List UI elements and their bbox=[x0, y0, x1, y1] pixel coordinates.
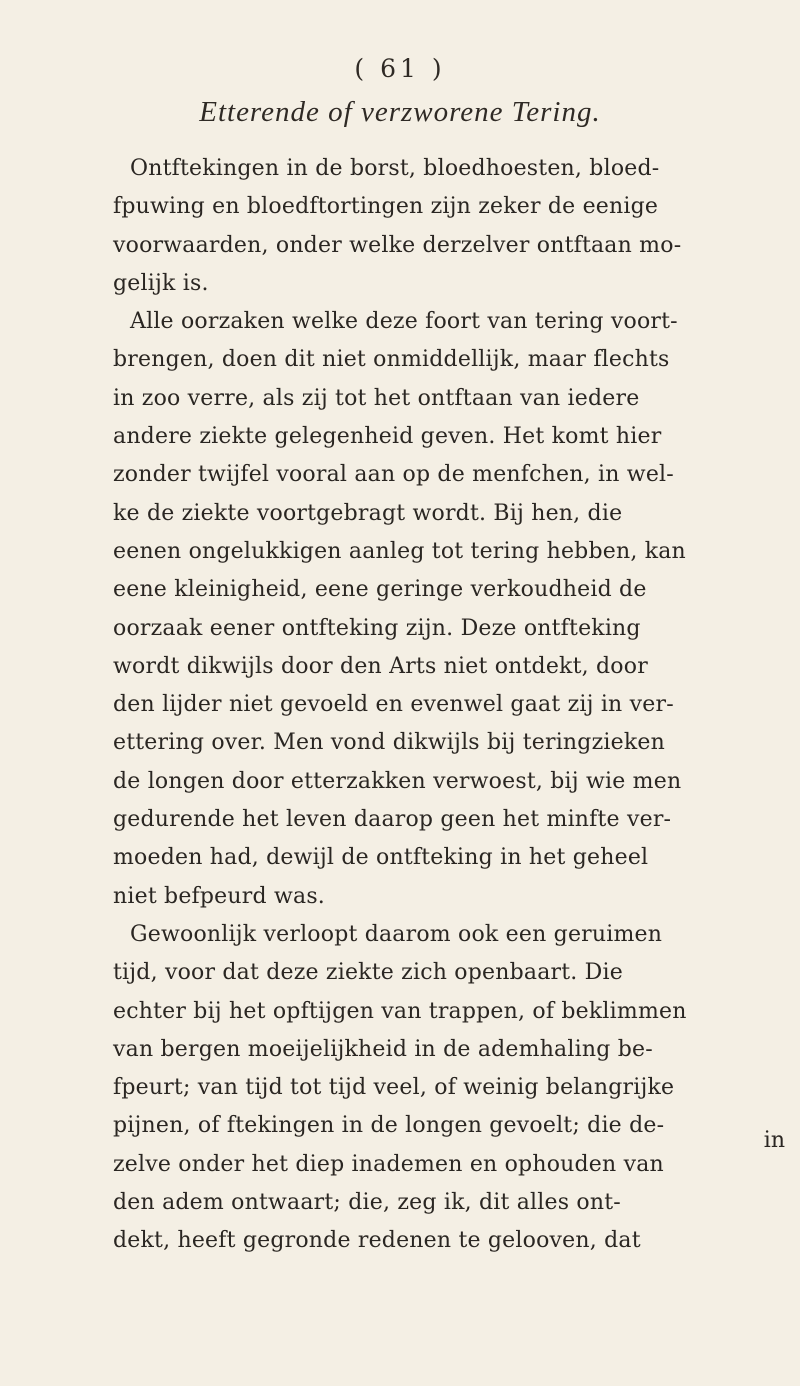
text-line: de longen door etterzakken verwoest, bij wie men bbox=[113, 768, 682, 794]
text-line: ettering over. Men vond dikwijls bij teringzieken bbox=[113, 730, 665, 756]
text-line: pijnen, of ftekingen in de longen gevoelt; die de- bbox=[113, 1113, 665, 1139]
body-text bbox=[113, 150, 793, 1261]
text-line: eenen ongelukkigen aanleg tot tering hebben, kan bbox=[113, 538, 686, 564]
text-line: moeden had, dewijl de ontfteking in het geheel bbox=[113, 845, 649, 871]
text-line: fpuwing en bloedftortingen zijn zeker de eenige bbox=[113, 194, 659, 220]
text-line: Gewoonlijk verloopt daarom ook een geruimen bbox=[130, 921, 663, 947]
text-line: Ontftekingen in de borst, bloedhoesten, bloed- bbox=[130, 156, 660, 181]
text-line: zelve onder het diep inademen en ophouden van bbox=[113, 1151, 664, 1177]
text-line: den lijder niet gevoeld en evenwel gaat zij in ver- bbox=[113, 692, 674, 718]
text-line: niet befpeurd was. bbox=[113, 883, 325, 909]
catchword: in bbox=[763, 1128, 785, 1153]
text-line: oorzaak eener ontfteking zijn. Deze ontfteking bbox=[113, 615, 641, 641]
text-line: voorwaarden, onder welke derzelver ontftaan mo- bbox=[113, 232, 682, 258]
text-line: dekt, heeft gegronde redenen te gelooven, dat bbox=[113, 1228, 641, 1254]
text-line: brengen, doen dit niet onmiddellijk, maar flechts bbox=[113, 347, 670, 373]
text-line: andere ziekte gelegenheid geven. Het komt hier bbox=[113, 424, 662, 450]
text-line: wordt dikwijls door den Arts niet ontdekt, door bbox=[113, 653, 648, 679]
text-line: gedurende het leven daarop geen het minfte ver- bbox=[113, 807, 672, 833]
chapter-title: Etterende of verzworene Tering. bbox=[199, 96, 601, 128]
text-line: den adem ontwaart; die, zeg ik, dit alles ont- bbox=[113, 1190, 621, 1216]
text-line: ke de ziekte voortgebragt wordt. Bij hen, die bbox=[113, 500, 623, 526]
text-line: tijd, voor dat deze ziekte zich openbaart. Die bbox=[113, 960, 623, 986]
text-line: eene kleinigheid, eene geringe verkoudheid de bbox=[113, 577, 647, 603]
text-line: zonder twijfel vooral aan op de menfchen, in wel- bbox=[113, 462, 674, 488]
text-line: in zoo verre, als zij tot het ontftaan van iedere bbox=[113, 385, 640, 411]
text-line: echter bij het opftijgen van trappen, of beklimmen bbox=[113, 998, 687, 1024]
text-line: fpeurt; van tijd tot tijd veel, of weinig belangrijke bbox=[113, 1075, 675, 1101]
text-line: gelijk is. bbox=[113, 270, 209, 296]
page-number: ( 61 ) bbox=[354, 54, 446, 83]
text-line: Alle oorzaken welke deze foort van tering voort- bbox=[130, 309, 678, 335]
text-line: van bergen moeijelijkheid in de ademhaling be- bbox=[113, 1036, 653, 1062]
